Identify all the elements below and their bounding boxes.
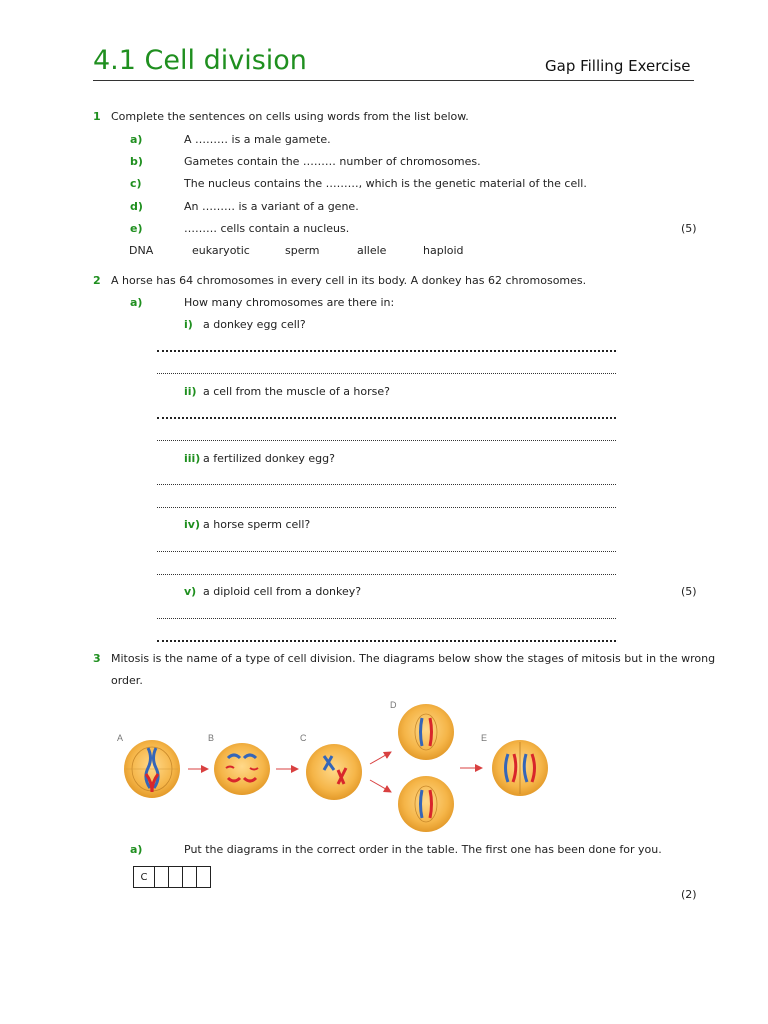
q3-part-label-a: a)	[130, 843, 143, 856]
q2-sub-label-v: v)	[184, 585, 197, 598]
cell-stage-d-bottom	[398, 776, 454, 832]
q1-item-label-c: c)	[130, 177, 142, 190]
q3-marks: (2)	[681, 888, 697, 901]
q2-part-text-a: How many chromosomes are there in:	[184, 296, 395, 309]
question-3-prompt-line2: order.	[111, 674, 143, 687]
page-subtitle: Gap Filling Exercise	[545, 57, 691, 75]
q1-item-text-c: The nucleus contains the ………, which is the genetic material of the cell.	[184, 177, 587, 190]
header-rule	[93, 80, 694, 81]
q2-sub-text-i: a donkey egg cell?	[203, 318, 306, 331]
q2-sub-text-v: a diploid cell from a donkey?	[203, 585, 362, 598]
q2-sub-label-iv: iv)	[184, 518, 200, 531]
q2-marks: (5)	[681, 585, 697, 598]
answer-line[interactable]	[157, 574, 616, 575]
order-cell-5[interactable]	[197, 867, 211, 888]
question-3-number: 3	[93, 652, 101, 665]
stage-label-c: C	[300, 733, 307, 743]
order-cell-3[interactable]	[169, 867, 183, 888]
order-cell-4[interactable]	[183, 867, 197, 888]
answer-line[interactable]	[157, 640, 616, 642]
answer-line[interactable]	[157, 507, 616, 508]
word-dna: DNA	[129, 244, 154, 257]
answer-line[interactable]	[157, 373, 616, 374]
word-sperm: sperm	[285, 244, 320, 257]
order-answer-table	[133, 866, 211, 888]
q2-sub-label-iii: iii)	[184, 452, 201, 465]
arrow-icon	[370, 780, 391, 792]
cell-stage-c	[306, 744, 362, 800]
mitosis-stages-diagram	[110, 696, 570, 836]
q2-sub-text-iii: a fertilized donkey egg?	[203, 452, 335, 465]
q2-sub-text-ii: a cell from the muscle of a horse?	[203, 385, 390, 398]
word-eukaryotic: eukaryotic	[192, 244, 250, 257]
cell-stage-d-top	[398, 704, 454, 760]
q1-marks: (5)	[681, 222, 697, 235]
q2-sub-text-iv: a horse sperm cell?	[203, 518, 311, 531]
answer-line[interactable]	[157, 484, 616, 485]
question-2-number: 2	[93, 274, 101, 287]
answer-line[interactable]	[157, 417, 616, 419]
question-1-number: 1	[93, 110, 101, 123]
q2-sub-label-i: i)	[184, 318, 193, 331]
arrow-icon	[370, 752, 391, 764]
q1-item-label-b: b)	[130, 155, 143, 168]
question-3-prompt-line1: Mitosis is the name of a type of cell division. The diagrams below show the stages of mitosis but in the wrong	[111, 652, 716, 665]
word-haploid: haploid	[423, 244, 464, 257]
q3-part-text-a: Put the diagrams in the correct order in the table. The first one has been done for you.	[184, 843, 662, 856]
answer-line[interactable]	[157, 551, 616, 552]
q1-item-label-e: e)	[130, 222, 143, 235]
q2-part-label-a: a)	[130, 296, 143, 309]
stage-label-b: B	[208, 733, 215, 743]
page-title: 4.1 Cell division	[93, 45, 307, 76]
answer-line[interactable]	[157, 350, 616, 352]
q1-item-text-a: A ……… is a male gamete.	[184, 133, 331, 146]
question-1-prompt: Complete the sentences on cells using words from the list below.	[111, 110, 469, 123]
stage-label-a: A	[117, 733, 124, 743]
stage-label-e: E	[481, 733, 488, 743]
order-cell-2[interactable]	[155, 867, 169, 888]
question-2-prompt: A horse has 64 chromosomes in every cell in its body. A donkey has 62 chromosomes.	[111, 274, 587, 287]
q1-item-label-d: d)	[130, 200, 143, 213]
cell-stage-e	[492, 740, 548, 796]
order-cell-1: C	[134, 867, 155, 888]
q1-item-text-d: An ……… is a variant of a gene.	[184, 200, 359, 213]
q1-item-text-e: ……… cells contain a nucleus.	[184, 222, 350, 235]
cell-stage-a	[124, 740, 180, 798]
stage-label-d: D	[390, 700, 397, 710]
answer-line[interactable]	[157, 618, 616, 619]
word-allele: allele	[357, 244, 387, 257]
q2-sub-label-ii: ii)	[184, 385, 197, 398]
cell-stage-b	[214, 743, 270, 795]
q1-item-text-b: Gametes contain the ……… number of chromosomes.	[184, 155, 481, 168]
q1-item-label-a: a)	[130, 133, 143, 146]
answer-line[interactable]	[157, 440, 616, 441]
